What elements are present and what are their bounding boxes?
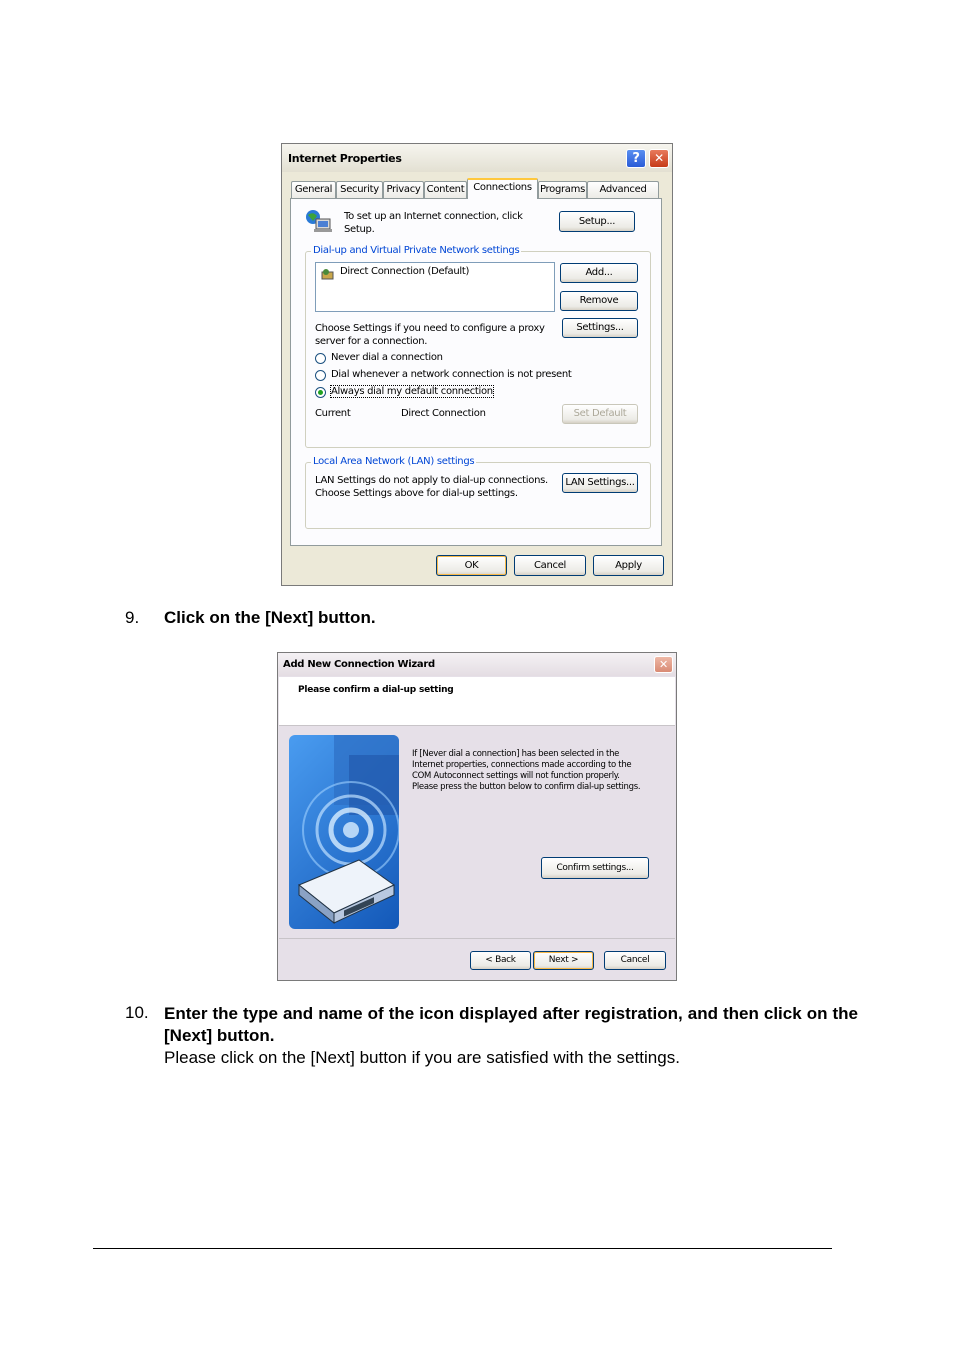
tab-general[interactable]: General xyxy=(291,181,336,198)
set-default-button[interactable]: Set Default xyxy=(562,404,638,424)
help-icon: ? xyxy=(632,151,640,166)
proxy-text: Choose Settings if you need to configure a proxy server for a connection. xyxy=(315,323,545,347)
connections-page xyxy=(290,198,662,546)
setup-text: To set up an Internet connection, click Setup. xyxy=(344,211,523,235)
connection-wizard-dialog xyxy=(277,652,677,981)
close-icon: ✕ xyxy=(659,658,668,671)
dialog-title: Internet Properties xyxy=(288,152,402,165)
radio-never[interactable] xyxy=(315,353,326,364)
remove-button[interactable]: Remove xyxy=(560,291,638,311)
ok-button[interactable]: OK xyxy=(436,555,507,576)
add-button[interactable]: Add... xyxy=(560,263,638,283)
wizard-close-button[interactable] xyxy=(654,656,673,673)
wizard-header xyxy=(279,677,675,726)
apply-button[interactable]: Apply xyxy=(593,555,664,576)
radio-selected-dot xyxy=(318,390,323,395)
tab-advanced[interactable]: Advanced xyxy=(587,181,659,198)
tab-privacy[interactable]: Privacy xyxy=(383,181,424,198)
footer-rule xyxy=(93,1248,832,1249)
network-setup-icon xyxy=(304,209,334,233)
connection-list[interactable] xyxy=(315,262,555,312)
wizard-titlebar xyxy=(278,653,676,676)
wizard-header-text: Please confirm a dial-up setting xyxy=(298,685,454,695)
step-9-text: Click on the [Next] button. xyxy=(164,608,376,627)
close-icon: ✕ xyxy=(654,151,664,165)
step-10-number: 10. xyxy=(125,1003,149,1022)
radio-whenever-label: Dial whenever a network connection is not present xyxy=(331,369,572,380)
radio-never-row[interactable] xyxy=(315,352,615,365)
radio-never-label: Never dial a connection xyxy=(331,352,443,363)
internet-properties-dialog xyxy=(281,143,673,586)
lan-group xyxy=(305,456,651,529)
radio-whenever[interactable] xyxy=(315,370,326,381)
tab-strip xyxy=(291,181,661,198)
step-10-normal-text: Please click on the [Next] button if you are satisfied with the settings. xyxy=(164,1048,680,1067)
cancel-button[interactable]: Cancel xyxy=(514,555,586,576)
dialog-titlebar xyxy=(282,144,672,172)
radio-whenever-row[interactable] xyxy=(315,369,615,382)
wizard-title: Add New Connection Wizard xyxy=(283,659,435,670)
step-9-number: 9. xyxy=(125,608,140,627)
tab-connections[interactable]: Connections xyxy=(467,178,538,199)
wizard-cancel-button[interactable]: Cancel xyxy=(604,951,666,970)
next-button[interactable]: Next > xyxy=(533,951,594,970)
connection-label: Direct Connection (Default) xyxy=(340,266,470,277)
setup-button[interactable]: Setup... xyxy=(559,211,635,232)
radio-always-row[interactable] xyxy=(315,386,615,399)
tab-content[interactable]: Content xyxy=(424,181,467,198)
current-label: Current xyxy=(315,408,351,419)
close-button[interactable] xyxy=(649,149,669,168)
confirm-settings-button[interactable]: Confirm settings... xyxy=(541,857,649,879)
wizard-body-text: If [Never dial a connection] has been selected in the Internet properties, connections made according to the COM Autoconnect settings will not function properly. Please press the button below to confirm dial-up settings. xyxy=(412,749,641,792)
current-value: Direct Connection xyxy=(401,408,486,419)
connection-icon xyxy=(321,267,334,279)
wizard-footer-divider xyxy=(279,938,675,939)
tab-security[interactable]: Security xyxy=(336,181,383,198)
dialup-group xyxy=(305,245,651,448)
wizard-image xyxy=(289,735,399,929)
tab-programs[interactable]: Programs xyxy=(538,181,587,198)
dialup-group-label: Dial-up and Virtual Private Network settings xyxy=(313,245,520,256)
lan-group-label: Local Area Network (LAN) settings xyxy=(313,456,475,467)
lan-settings-button[interactable]: LAN Settings... xyxy=(562,473,638,493)
back-button[interactable]: < Back xyxy=(470,951,531,970)
step-10-bold-text: Enter the type and name of the icon displayed after registration, and then click on the [Next] button. xyxy=(164,1004,858,1045)
radio-always[interactable] xyxy=(315,387,326,398)
radio-always-label: Always dial my default connection xyxy=(331,386,493,397)
help-button[interactable] xyxy=(626,149,646,168)
settings-button[interactable]: Settings... xyxy=(562,318,638,338)
lan-text: LAN Settings do not apply to dial-up connections. Choose Settings above for dial-up settings. xyxy=(315,475,548,499)
